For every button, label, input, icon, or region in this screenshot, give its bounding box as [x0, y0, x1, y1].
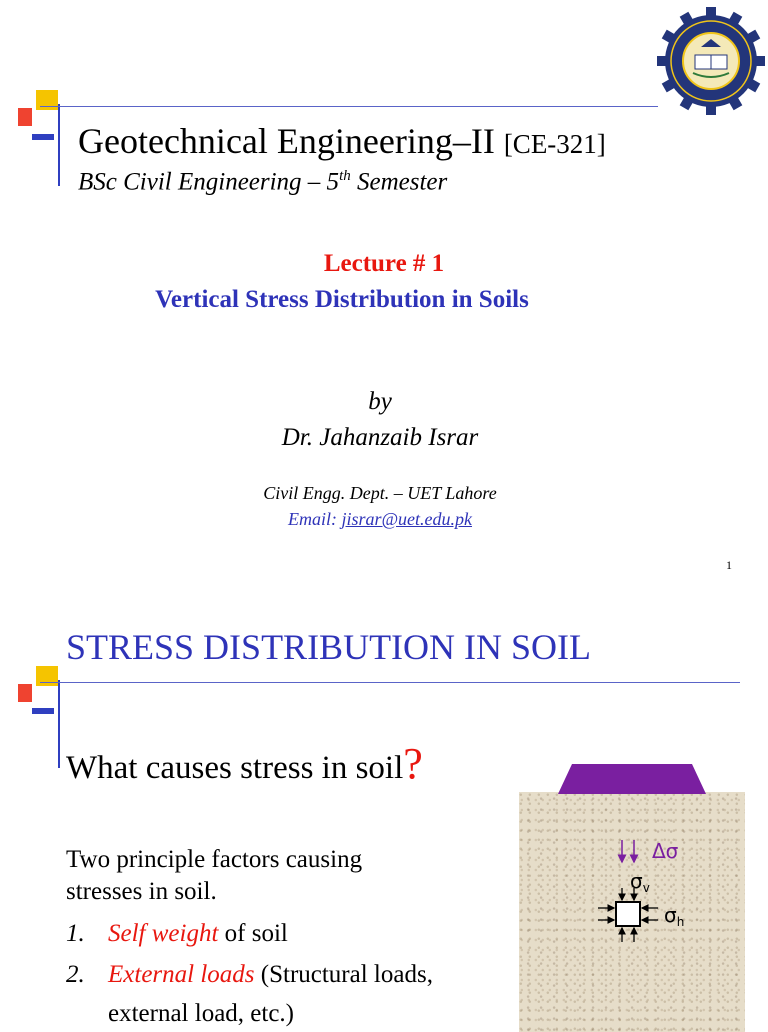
- course-title: [78, 120, 606, 162]
- sigma-h-label: $\sigma_h$: [664, 903, 685, 929]
- email-line: Email: jisrar@uet.edu.pk: [287, 509, 473, 529]
- footing-load-icon: [558, 764, 706, 794]
- course-title-main: Geotechnical Engineering–II: [78, 121, 495, 161]
- university-seal-icon: [656, 6, 766, 116]
- delta-sigma-label: Δσ: [652, 839, 679, 863]
- soil-element: [616, 902, 640, 926]
- question-heading: What causes stress in soil?: [66, 739, 423, 788]
- course-subtitle: BSc Civil Engineering – 5th Semester: [78, 168, 448, 196]
- sigma-v-label: $\sigma_v$: [630, 869, 650, 895]
- stress-element-diagram: [590, 830, 730, 970]
- slide-title: STRESS DISTRIBUTION IN SOIL: [66, 627, 592, 667]
- by-label: by: [368, 388, 392, 415]
- lecture-title: Vertical Stress Distribution in Soils: [155, 286, 529, 313]
- page-number: 1: [726, 558, 732, 572]
- course-code: [CE-321]: [503, 129, 606, 159]
- slide-2: STRESS DISTRIBUTION IN SOIL What causes stress in soil? Two principle factors causing stresses in soil. 1. Self weight of soil 2. External loads (Structural loads, external load, etc.) Δσ $\sigma_v$ $\sigma_h$: [0, 590, 768, 1024]
- lecture-number: Lecture # 1: [323, 250, 445, 277]
- intro-text: Two principle factors causing stresses in soil.: [66, 846, 363, 905]
- department: Civil Engg. Dept. – UET Lahore: [263, 483, 497, 503]
- email-link[interactable]: jisrar@uet.edu.pk: [341, 509, 473, 529]
- author-name: Dr. Jahanzaib Israr: [281, 424, 479, 451]
